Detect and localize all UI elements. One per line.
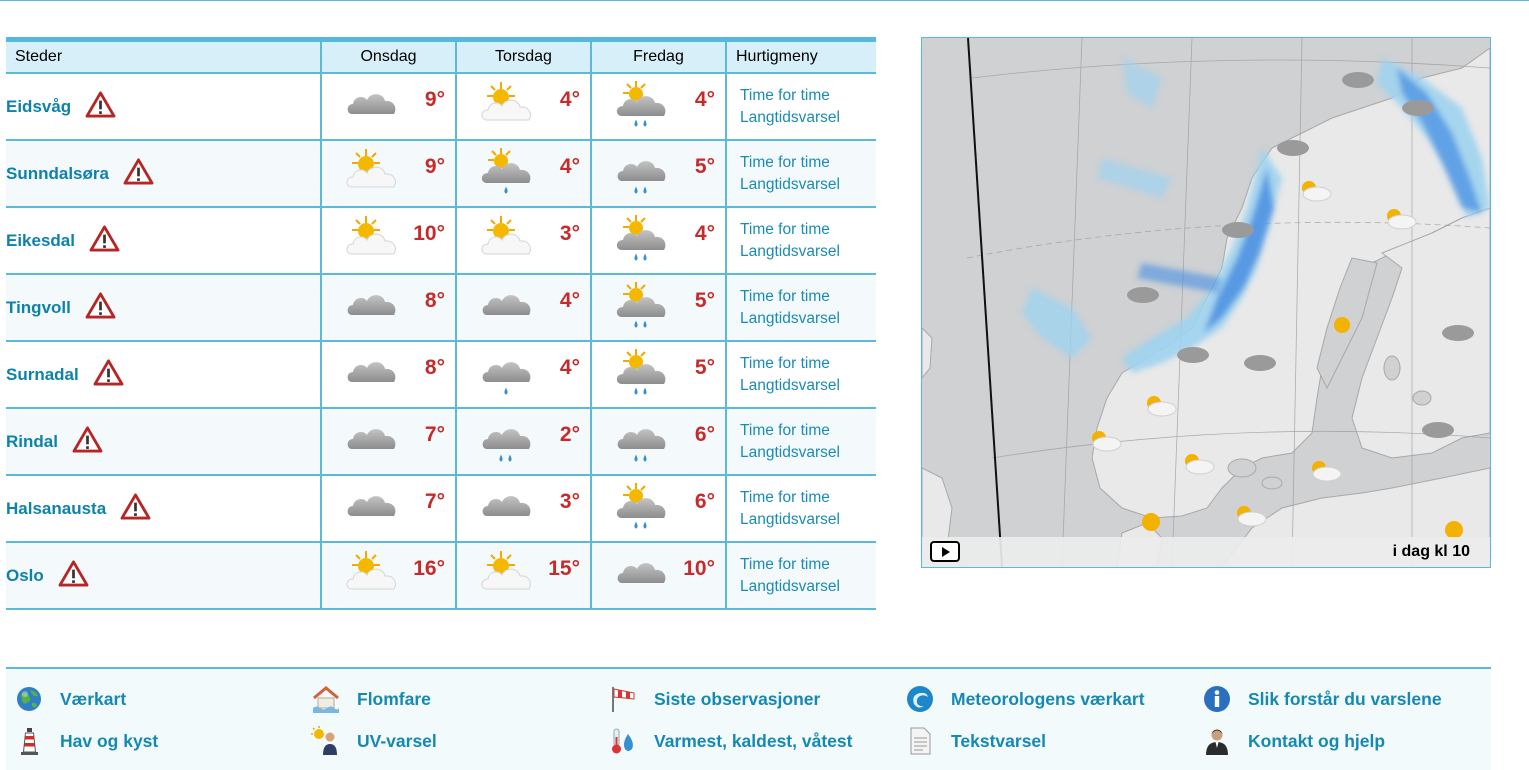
place-cell (6, 475, 321, 542)
temperature: 8° (424, 289, 445, 312)
temperature: 7° (424, 490, 445, 513)
place-link[interactable]: Sunndalsøra (6, 163, 109, 183)
cloud-light-rain-icon (479, 348, 539, 400)
table-row (6, 207, 876, 274)
temperature: 6° (694, 490, 715, 513)
quick-menu-cell (726, 475, 876, 542)
forecast-cell-day-2[interactable] (456, 341, 591, 408)
forecast-cell-day-1[interactable] (321, 140, 456, 207)
hour-by-hour-link[interactable]: Time for time (740, 220, 830, 238)
temperature: 4° (559, 155, 580, 178)
quick-menu-cell (726, 341, 876, 408)
forecast-cell-day-3[interactable] (591, 542, 726, 609)
warning-icon[interactable] (123, 158, 154, 190)
thermometer-drop-icon (608, 726, 638, 756)
hour-by-hour-link[interactable]: Time for time (740, 354, 830, 372)
lighthouse-icon (14, 726, 44, 756)
place-link[interactable]: Rindal (6, 431, 58, 451)
sun-cloud-rain-icon (614, 214, 674, 266)
quick-link-label: Siste observasjoner (654, 689, 821, 709)
header-day-2: Torsdag (456, 42, 591, 73)
table-row (6, 274, 876, 341)
temperature: 4° (559, 88, 580, 111)
temperature: 4° (559, 356, 580, 379)
map-time-label: i dag kl 10 (1392, 543, 1470, 560)
warning-icon[interactable] (85, 91, 116, 123)
sun-cloud-rain-icon (614, 348, 674, 400)
header-places: Steder (6, 42, 321, 73)
forecast-cell-day-2[interactable] (456, 274, 591, 341)
quick-menu-cell (726, 542, 876, 609)
top-rule (0, 0, 1529, 1)
partly-cloudy-icon (344, 147, 404, 199)
map-controls-bar (922, 537, 1490, 567)
partly-cloudy-icon (479, 214, 539, 266)
quick-link-label: Værkart (60, 689, 127, 709)
forecast-cell-day-2[interactable] (456, 207, 591, 274)
long-term-forecast-link[interactable]: Langtidsvarsel (740, 309, 840, 327)
temperature: 7° (424, 423, 445, 446)
quick-links-panel (6, 667, 1491, 770)
cloud-icon (479, 482, 539, 534)
forecast-cell-day-2[interactable] (456, 475, 591, 542)
long-term-forecast-link[interactable]: Langtidsvarsel (740, 108, 840, 126)
place-link[interactable]: Tingvoll (6, 297, 71, 317)
long-term-forecast-link[interactable]: Langtidsvarsel (740, 376, 840, 394)
temperature: 8° (424, 356, 445, 379)
quick-menu-cell (726, 140, 876, 207)
flood-house-icon (311, 684, 341, 714)
hour-by-hour-link[interactable]: Time for time (740, 421, 830, 439)
map-background (922, 38, 1490, 567)
place-cell (6, 542, 321, 609)
forecast-cell-day-1[interactable] (321, 408, 456, 475)
forecast-cell-day-2[interactable] (456, 542, 591, 609)
place-cell (6, 341, 321, 408)
temperature: 6° (694, 423, 715, 446)
temperature: 3° (559, 490, 580, 513)
temperature: 5° (694, 155, 715, 178)
temperature: 9° (424, 88, 445, 111)
long-term-forecast-link[interactable]: Langtidsvarsel (740, 510, 840, 528)
play-button[interactable] (930, 541, 960, 562)
table-row (6, 542, 876, 609)
partly-cloudy-icon (479, 80, 539, 132)
forecast-header-row (6, 42, 876, 73)
temperature: 5° (694, 356, 715, 379)
place-link[interactable]: Oslo (6, 565, 44, 585)
place-cell (6, 408, 321, 475)
forecast-cell-day-1[interactable] (321, 207, 456, 274)
temperature: 5° (694, 289, 715, 312)
cloud-icon (479, 281, 539, 333)
forecast-table (6, 37, 876, 610)
warning-icon[interactable] (120, 493, 151, 525)
globe-icon (14, 684, 44, 714)
quick-link-label: UV-varsel (357, 731, 437, 751)
header-day-3: Fredag (591, 42, 726, 73)
place-cell (6, 207, 321, 274)
temperature: 3° (559, 222, 580, 245)
forecast-cell-day-3[interactable] (591, 140, 726, 207)
hour-by-hour-link[interactable]: Time for time (740, 153, 830, 171)
weather-map[interactable] (921, 37, 1491, 568)
place-link[interactable]: Halsanausta (6, 498, 107, 518)
place-cell (6, 140, 321, 207)
forecast-cell-day-3[interactable] (591, 408, 726, 475)
hour-by-hour-link[interactable]: Time for time (740, 86, 830, 104)
windsock-icon (608, 684, 638, 714)
hour-by-hour-link[interactable]: Time for time (740, 488, 830, 506)
forecast-cell-day-3[interactable] (591, 207, 726, 274)
temperature: 9° (424, 155, 445, 178)
place-cell (6, 274, 321, 341)
hour-by-hour-link[interactable]: Time for time (740, 287, 830, 305)
long-term-forecast-link[interactable]: Langtidsvarsel (740, 175, 840, 193)
header-quick-menu: Hurtigmeny (726, 42, 876, 73)
long-term-forecast-link[interactable]: Langtidsvarsel (740, 443, 840, 461)
warning-icon[interactable] (58, 560, 89, 592)
quick-link-label: Flomfare (357, 689, 431, 709)
sun-cloud-rain-icon (614, 482, 674, 534)
table-row (6, 73, 876, 140)
cloud-icon (614, 549, 674, 601)
temperature: 4° (559, 289, 580, 312)
cloud-rain-icon (614, 147, 674, 199)
forecast-cell-day-3[interactable] (591, 73, 726, 140)
warning-icon[interactable] (89, 225, 120, 257)
quick-menu-cell (726, 73, 876, 140)
partly-cloudy-icon (344, 549, 404, 601)
info-icon (1202, 684, 1232, 714)
cloud-icon (344, 482, 404, 534)
cloud-rain-icon (614, 415, 674, 467)
cloud-icon (344, 80, 404, 132)
long-term-forecast-link[interactable]: Langtidsvarsel (740, 577, 840, 595)
temperature: 2° (559, 423, 580, 446)
temperature: 4° (694, 88, 715, 111)
forecast-cell-day-3[interactable] (591, 274, 726, 341)
cloud-icon (344, 348, 404, 400)
forecast-cell-day-3[interactable] (591, 341, 726, 408)
quick-menu-cell (726, 274, 876, 341)
place-link[interactable]: Surnadal (6, 364, 79, 384)
forecast-cell-day-2[interactable] (456, 408, 591, 475)
quick-link-label: Varmest, kaldest, våtest (654, 731, 853, 751)
forecast-cell-day-2[interactable] (456, 73, 591, 140)
table-row (6, 408, 876, 475)
play-icon (942, 547, 950, 557)
forecast-cell-day-1[interactable] (321, 341, 456, 408)
warning-icon[interactable] (72, 426, 103, 458)
partly-cloudy-icon (344, 214, 404, 266)
quick-link-label: Hav og kyst (60, 731, 159, 751)
sun-cloud-rain-icon (614, 80, 674, 132)
cloud-icon (344, 281, 404, 333)
table-row (6, 341, 876, 408)
cloud-rain-icon (479, 415, 539, 467)
place-link[interactable]: Eidsvåg (6, 96, 72, 116)
temperature: 10° (683, 557, 715, 580)
cloud-icon (344, 415, 404, 467)
contact-person-icon (1202, 726, 1232, 756)
place-link[interactable]: Eikesdal (6, 230, 75, 250)
table-row (6, 140, 876, 207)
table-row (6, 475, 876, 542)
quick-link-label: Kontakt og hjelp (1248, 731, 1386, 751)
header-day-1: Onsdag (321, 42, 456, 73)
quick-link-label: Tekstvarsel (951, 731, 1047, 751)
forecast-cell-day-2[interactable] (456, 140, 591, 207)
temperature: 16° (413, 557, 445, 580)
forecast-cell-day-3[interactable] (591, 475, 726, 542)
partly-cloudy-icon (479, 549, 539, 601)
long-term-forecast-link[interactable]: Langtidsvarsel (740, 242, 840, 260)
forecast-cell-day-1[interactable] (321, 542, 456, 609)
document-icon (905, 726, 935, 756)
warning-icon[interactable] (93, 359, 124, 391)
quick-link-label: Slik forstår du varslene (1248, 689, 1442, 709)
forecast-cell-day-1[interactable] (321, 274, 456, 341)
temperature: 10° (413, 222, 445, 245)
quick-menu-cell (726, 207, 876, 274)
temperature: 15° (548, 557, 580, 580)
swirl-icon (905, 684, 935, 714)
sun-cloud-rain-icon (614, 281, 674, 333)
forecast-cell-day-1[interactable] (321, 475, 456, 542)
hour-by-hour-link[interactable]: Time for time (740, 555, 830, 573)
temperature: 4° (694, 222, 715, 245)
place-cell (6, 73, 321, 140)
quick-link-label: Meteorologens værkart (951, 689, 1145, 709)
uv-person-icon (311, 726, 341, 756)
forecast-cell-day-1[interactable] (321, 73, 456, 140)
quick-menu-cell (726, 408, 876, 475)
sun-cloud-light-rain-icon (479, 147, 539, 199)
warning-icon[interactable] (85, 292, 116, 324)
